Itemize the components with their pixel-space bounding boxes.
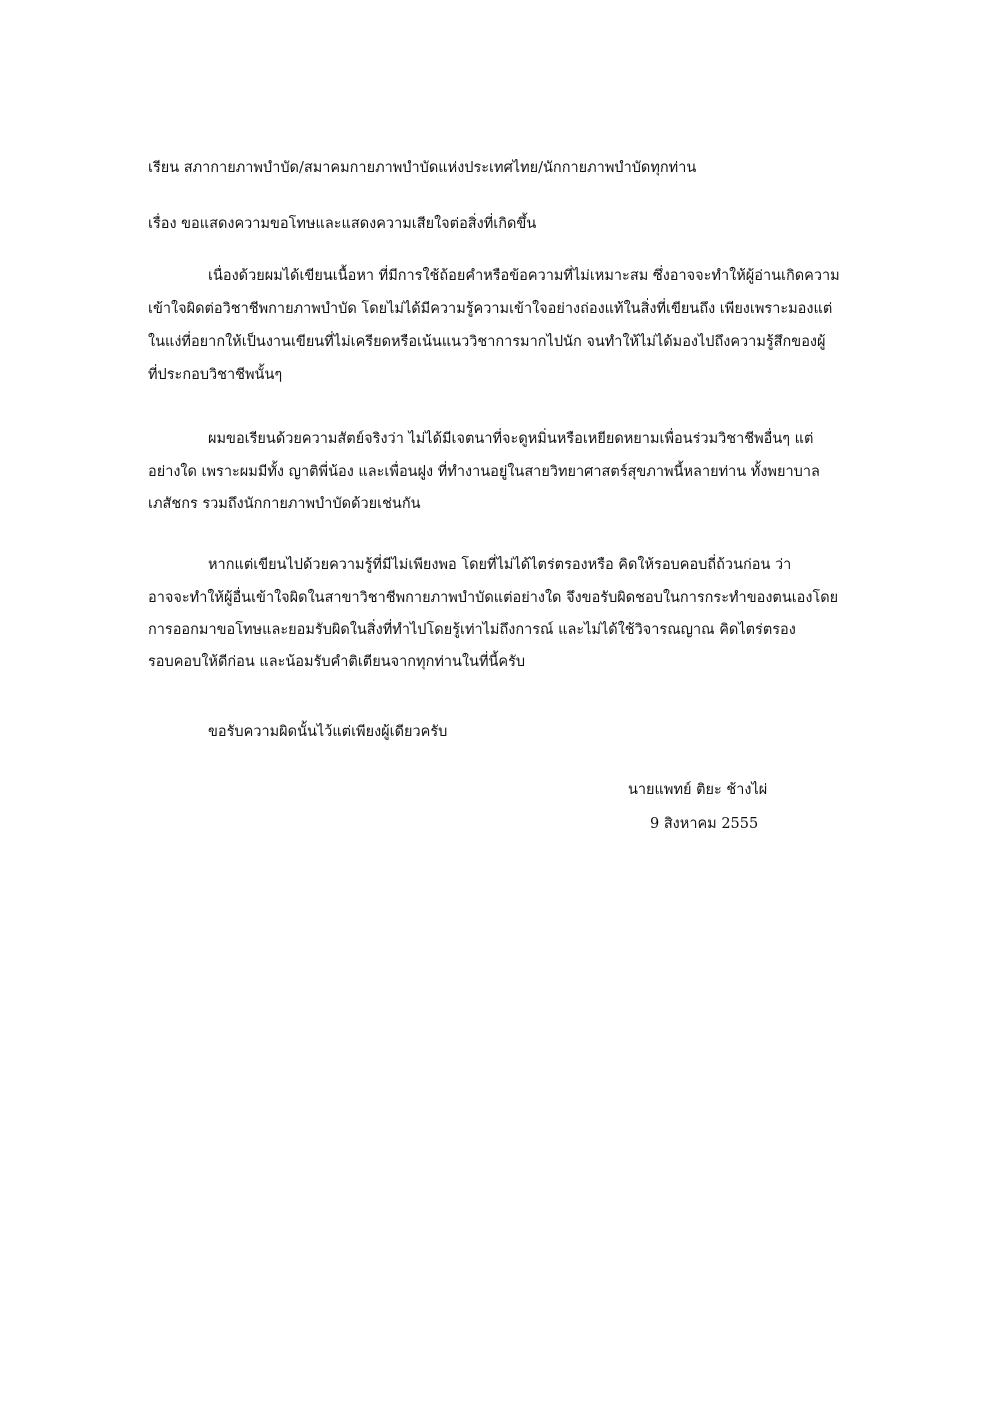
- paragraph-1-line-2: เข้าใจผิดต่อวิชาชีพกายภาพบำบัด โดยไม่ได้มีความรู้ความเข้าใจอย่างถ่องแท้ในสิ่งที่เขียนถึง เพียงเพราะมองแต่: [148, 301, 833, 317]
- paragraph-2-line-3: เภสัชกร รวมถึงนักกายภาพบำบัดด้วยเช่นกัน: [148, 496, 421, 512]
- paragraph-3-line-4: รอบคอบให้ดีก่อน และน้อมรับคำติเตียนจากทุกท่านในที่นี้ครับ: [148, 654, 526, 670]
- closing-line: ขอรับความผิดนั้นไว้แต่เพียงผู้เดียวครับ: [208, 724, 448, 740]
- paragraph-2-line-1: ผมขอเรียนด้วยความสัตย์จริงว่า ไม่ได้มีเจตนาที่จะดูหมิ่นหรือเหยียดหยามเพื่อนร่วมวิชาชีพอื่นๆ แต่: [208, 431, 814, 447]
- paragraph-2-line-2: อย่างใด เพราะผมมีทั้ง ญาติพี่น้อง และเพื่อนฝูง ที่ทำงานอยู่ในสายวิทยาศาสตร์สุขภาพนี้หลายท่าน ทั้งพยาบาล: [148, 464, 820, 480]
- signature-date: 9 สิงหาคม 2555: [650, 816, 759, 832]
- paragraph-3-line-3: การออกมาขอโทษและยอมรับผิดในสิ่งที่ทำไปโดยรู้เท่าไม่ถึงการณ์ และไม่ได้ใช้วิจารณญาณ คิดไตร่ตรอง: [148, 622, 796, 638]
- subject-line: เรื่อง ขอแสดงความขอโทษและแสดงความเสียใจต่อสิ่งที่เกิดขึ้น: [148, 216, 537, 232]
- paragraph-3-line-1: หากแต่เขียนไปด้วยความรู้ที่มีไม่เพียงพอ โดยที่ไม่ได้ไตร่ตรองหรือ คิดให้รอบคอบถี่ถ้วนก่อน ว่า: [208, 557, 792, 573]
- paragraph-1-line-3: ในแง่ที่อยากให้เป็นงานเขียนที่ไม่เครียดหรือเน้นแนววิชาการมากไปนัก จนทำให้ไม่ได้มองไปถึงความรู้สึกของผู้: [148, 334, 826, 350]
- signature-name: นายแพทย์ ติยะ ช้างไผ่: [628, 782, 768, 798]
- paragraph-1-line-4: ที่ประกอบวิชาชีพนั้นๆ: [148, 367, 283, 383]
- salutation-line: เรียน สภากายภาพบำบัด/สมาคมกายภาพบำบัดแห่งประเทศไทย/นักกายภาพบำบัดทุกท่าน: [148, 160, 697, 176]
- paragraph-1-line-1: เนื่องด้วยผมได้เขียนเนื้อหา ที่มีการใช้ถ้อยคำหรือข้อความที่ไม่เหมาะสม ซึ่งอาจจะทำให้ผู้อ่านเกิดความ: [208, 268, 840, 284]
- paragraph-3-line-2: อาจจะทำให้ผู้อื่นเข้าใจผิดในสาขาวิชาชีพกายภาพบำบัดแต่อย่างใด จึงขอรับผิดชอบในการกระทำของตนเองโดย: [148, 590, 839, 606]
